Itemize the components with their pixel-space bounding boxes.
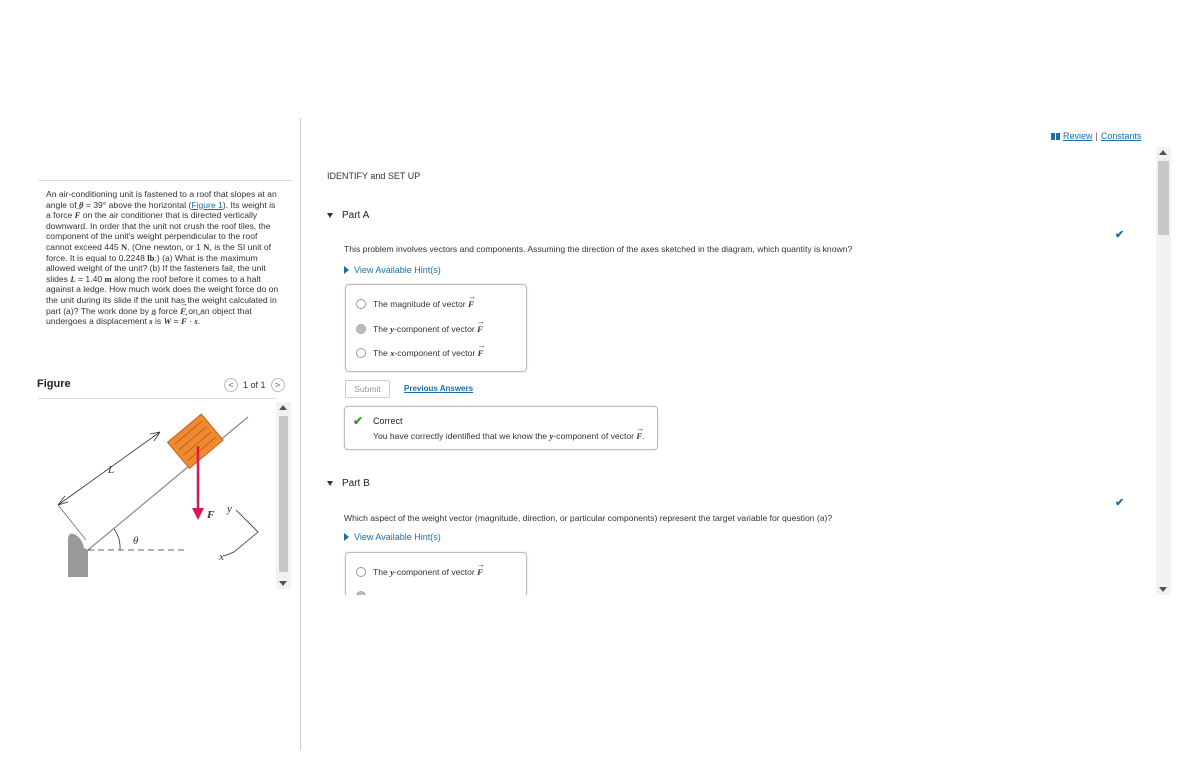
figure-page-count: 1 of 1	[243, 380, 266, 390]
book-icon	[1051, 133, 1060, 140]
force-label: F	[207, 509, 215, 521]
collapse-icon[interactable]	[327, 481, 333, 486]
next-figure-button[interactable]: >	[271, 378, 285, 392]
problem-text: is	[154, 316, 162, 327]
axes-lines	[224, 510, 258, 556]
scroll-thumb[interactable]	[279, 416, 288, 572]
left-top-divider	[38, 180, 292, 181]
part-a-hint-toggle[interactable]	[344, 265, 441, 275]
part-b-title: Part B	[342, 478, 370, 489]
radio-button-selected[interactable]	[356, 591, 366, 595]
hint-label: View Available Hint(s)	[354, 265, 441, 275]
feedback-text: You have correctly identified that we know the	[373, 431, 548, 441]
length-label: L	[108, 464, 115, 476]
header-links	[1051, 131, 1141, 141]
choice-partial[interactable]	[356, 591, 366, 595]
unit-symbol: m	[104, 273, 112, 284]
displacement-vector-symbol: → s	[194, 316, 197, 327]
feedback-box	[344, 406, 658, 450]
problem-text: ). Its weight is a force	[46, 199, 276, 221]
expand-icon	[344, 533, 349, 541]
unit-symbol: N	[203, 241, 210, 252]
problem-text: , is the SI unit of force. It is equal to 0.2248	[46, 241, 272, 263]
choice-text: The	[373, 324, 388, 334]
part-b-header[interactable]	[327, 478, 370, 489]
radio-button[interactable]	[356, 348, 366, 358]
problem-text: . (One newton, or 1	[127, 241, 201, 252]
choice-y-component[interactable]	[356, 567, 483, 577]
problem-text: on an object that undergoes a displacement	[46, 305, 252, 327]
figure-scrollbar[interactable]	[276, 402, 291, 589]
problem-text: = 1.40	[78, 273, 103, 284]
choice-text: The	[373, 567, 388, 577]
work-symbol: W	[163, 316, 172, 327]
constants-link[interactable]: Constants	[1100, 131, 1142, 141]
force-vector-symbol: → F	[181, 316, 187, 327]
part-a-header[interactable]	[327, 210, 369, 221]
length-symbol: L	[70, 273, 76, 284]
axis-symbol: x	[390, 348, 395, 358]
choice-y-component[interactable]	[356, 324, 483, 334]
dot-operator: ·	[189, 316, 193, 327]
scroll-down-icon[interactable]	[279, 581, 287, 586]
choice-text: -component of vector	[394, 567, 475, 577]
axis-symbol: y	[549, 431, 554, 441]
y-axis-label: y	[227, 503, 232, 515]
angle-arc	[114, 529, 120, 550]
unit-symbol: lb	[147, 252, 155, 263]
radio-button-selected[interactable]	[356, 324, 366, 334]
header-separator: |	[1095, 131, 1098, 141]
figure-divider	[38, 398, 276, 399]
choice-text: -component of vector	[394, 348, 476, 358]
length-arrowhead-left	[58, 496, 68, 505]
feedback-text: -component of vector	[553, 431, 635, 441]
main-scrollbar[interactable]	[1156, 147, 1171, 595]
problem-text: .) (a) What is the maximum allowed weight of the unit? (b) If the fasteners fail, the unit slides	[46, 252, 266, 284]
previous-answers-link[interactable]: Previous Answers	[404, 384, 474, 393]
choice-text: -component of vector	[394, 324, 475, 334]
figure-pager	[224, 378, 285, 392]
feedback-message	[373, 431, 645, 441]
part-b-check-icon: ✔	[1115, 497, 1125, 509]
roof-line	[88, 417, 248, 550]
choice-text: The magnitude of vector	[373, 299, 466, 309]
panel-divider	[300, 118, 301, 750]
force-vector-symbol: → F	[75, 210, 81, 221]
choice-x-component[interactable]	[356, 348, 483, 358]
figure-link[interactable]: Figure 1	[191, 199, 223, 210]
review-link[interactable]: Review	[1063, 131, 1093, 141]
problem-text: = 39° above the horizontal (	[85, 199, 192, 210]
collapse-icon[interactable]	[327, 213, 333, 218]
vector-symbol: → F	[478, 348, 484, 358]
correct-check-icon: ✔	[353, 414, 364, 428]
choice-text: The	[373, 348, 388, 358]
choice-magnitude[interactable]	[356, 299, 474, 309]
part-a-title: Part A	[342, 210, 370, 221]
equals-sign: =	[173, 316, 179, 327]
vector-symbol: → F	[468, 299, 474, 309]
radio-button[interactable]	[356, 567, 366, 577]
displacement-vector-symbol: → s	[149, 316, 152, 327]
part-a-choices	[345, 284, 527, 372]
problem-text: along the roof before it comes to a halt against a ledge. How much work does the weight force do on the unit during its slide if the unit has the weight calculated in part (a)? The work done by a force	[46, 273, 279, 316]
expand-icon	[344, 266, 349, 274]
figure-heading: Figure	[37, 378, 71, 390]
hint-label: View Available Hint(s)	[354, 532, 441, 542]
vector-symbol: → F	[636, 431, 642, 441]
scroll-down-icon[interactable]	[1159, 587, 1167, 592]
roof-diagram	[38, 400, 274, 585]
force-vector-symbol: → F	[180, 306, 186, 317]
theta-label: θ	[133, 535, 139, 547]
part-b-question: Which aspect of the weight vector (magnitude, direction, or particular components) represent the target variable for question (a)?	[344, 513, 833, 523]
submit-button[interactable]: Submit	[345, 380, 390, 398]
feedback-text: .	[642, 431, 645, 441]
part-b-hint-toggle[interactable]	[344, 532, 441, 542]
problem-statement	[46, 189, 279, 327]
problem-text: on the air conditioner that is directed vertically downward. In order that the unit not crush the roof tiles, the component of the unit's weight perpendicular to the roof cannot exceed 445	[46, 210, 271, 252]
problem-text: .	[197, 316, 201, 327]
part-a-check-icon: ✔	[1115, 229, 1125, 241]
x-axis-label: x	[219, 551, 224, 563]
radio-button[interactable]	[356, 299, 366, 309]
scroll-up-icon[interactable]	[279, 405, 287, 410]
scroll-thumb[interactable]	[1158, 161, 1169, 235]
section-title	[327, 171, 420, 181]
section-title-a: IDENTIFY	[327, 171, 368, 181]
section-title-b: SET UP	[387, 171, 421, 181]
part-a-question: This problem involves vectors and components. Assuming the direction of the axes sketched in the diagram, which quantity is known?	[344, 244, 853, 254]
vector-symbol: → F	[477, 324, 483, 334]
ac-unit-box	[168, 414, 224, 468]
feedback-title: Correct	[373, 416, 403, 426]
axis-symbol: y	[390, 324, 395, 334]
force-arrowhead	[192, 508, 204, 520]
problem-text: An air-conditioning unit is fastened to a roof that slopes at an angle of	[46, 189, 277, 210]
prev-figure-button[interactable]: <	[224, 378, 238, 392]
part-b-choices	[345, 552, 527, 595]
ledge-shape	[68, 534, 88, 577]
axis-symbol: y	[390, 567, 395, 577]
vector-symbol: → F	[477, 567, 483, 577]
scroll-up-icon[interactable]	[1159, 150, 1167, 155]
theta-symbol: θ	[78, 199, 84, 210]
section-title-and: and	[370, 171, 386, 181]
unit-symbol: N	[121, 241, 128, 252]
question-panel	[302, 147, 1156, 595]
